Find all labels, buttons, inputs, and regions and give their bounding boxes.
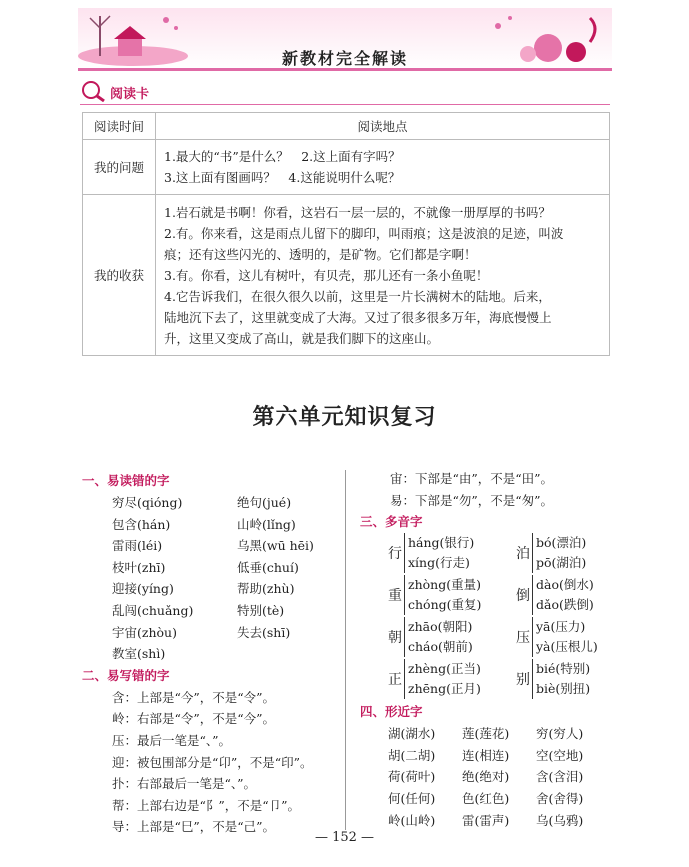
word: 包含(hán): [112, 516, 171, 532]
header-banner: [78, 8, 612, 72]
poly-reading: yà(压根儿): [536, 639, 598, 655]
word: 含(含泪): [536, 769, 584, 785]
word: 穷尽(qióng): [112, 495, 183, 510]
word: 帮助(zhù): [237, 581, 295, 597]
harvest-label: 我的收获: [83, 195, 156, 356]
polyphone: [388, 617, 506, 657]
poly-reading: bó(漂泊): [536, 535, 587, 551]
word: 何(任何): [388, 790, 436, 806]
harvest-line: 4.它告诉我们，在很久很久以前，这里是一片长满树木的陆地。后来，: [164, 288, 551, 304]
word: 宇宙(zhòu): [112, 624, 177, 640]
word: 绝(绝对): [462, 769, 510, 785]
list-item: [112, 578, 337, 600]
card-title: 阅读卡: [110, 87, 150, 102]
question-line: 3.这上面有图画吗？ 4.这能说明什么呢？: [164, 170, 401, 185]
word: 岭(山岭): [388, 812, 436, 828]
table-row: [83, 195, 610, 356]
list-item: 压：最后一笔是“、”。: [112, 732, 232, 748]
harvest-line: 升，这里又变成了高山，就是我们脚下的这座山。: [164, 330, 440, 346]
poly-reading: yā(压力): [536, 619, 586, 635]
table-row: [83, 140, 610, 195]
poly-reading: dǎo(跌倒): [536, 597, 594, 613]
word: 乌(乌鸦): [536, 812, 584, 828]
poly-reading: chóng(重复): [408, 597, 482, 613]
word: 色(红色): [462, 790, 510, 806]
list-item: 导：上部是“巳”，不是“己”。: [112, 819, 276, 835]
poly-char: 行: [388, 546, 402, 563]
column-divider: [345, 470, 346, 830]
word: 乌黑(wū hēi): [237, 538, 314, 554]
harvest-line: 3.有。你看，这儿有树叶，有贝壳，那儿还有一条小鱼呢！: [164, 267, 489, 283]
questions-label: 我的问题: [83, 140, 156, 195]
miswrite-list: [82, 687, 337, 838]
harvest-line: 2.有。你来看，这是雨点儿留下的脚印，叫雨痕；这是波浪的足迹，叫波: [164, 225, 564, 241]
list-item: 易：下部是“勿”，不是“匆”。: [390, 492, 554, 508]
poly-reading: pō(湖泊): [536, 555, 587, 571]
poly-char: 压: [516, 630, 530, 647]
word: 教室(shì): [112, 646, 166, 662]
misread-list: [82, 492, 337, 665]
list-item: [388, 810, 610, 832]
poly-reading: zhēng(正月): [408, 681, 481, 697]
list-item: 帮：上部右边是“阝”，不是“卩”。: [112, 797, 301, 813]
section-title: 一、易读错的字: [82, 473, 170, 488]
harvest-line: 痕；还有这些闪光的、透明的，是矿物。它们都是字啊！: [164, 246, 477, 262]
poly-reading: zhāo(朝阳): [408, 619, 473, 635]
word: 低垂(chuí): [237, 559, 299, 575]
word: 山岭(lǐng): [237, 516, 296, 532]
list-item: [112, 514, 337, 536]
questions-cell: [156, 140, 610, 195]
list-item: [388, 788, 610, 810]
poly-reading: xíng(行走): [408, 555, 470, 571]
unit-title: 第六单元知识复习: [252, 404, 437, 430]
poly-reading: bié(特别): [536, 661, 591, 677]
polyphone: [388, 533, 506, 573]
list-item: 含：上部是“今”，不是“令”。: [112, 689, 276, 705]
list-item: [388, 659, 610, 699]
section-title: 三、多音字: [360, 514, 423, 530]
word: 胡(二胡): [388, 747, 436, 763]
list-item: [112, 535, 337, 557]
poly-char: 重: [388, 588, 402, 605]
word: 莲(莲花): [462, 726, 510, 742]
poly-reading: háng(银行): [408, 535, 475, 551]
header-divider: [78, 68, 612, 71]
col-place-header: 阅读地点: [156, 113, 610, 140]
page-number: — 152 —: [314, 830, 375, 845]
left-column: [82, 470, 337, 838]
word: 穷(穷人): [536, 726, 584, 742]
list-item: 迎：被包围部分是“卬”，不是“印”。: [112, 754, 313, 770]
list-item: [388, 533, 610, 573]
poly-char: 泊: [516, 546, 530, 563]
list-item: [388, 745, 610, 767]
word: 湖(湖水): [388, 726, 436, 742]
poly-reading: cháo(朝前): [408, 639, 473, 655]
word: 乱闯(chuǎng): [112, 602, 194, 618]
word: 荷(荷叶): [388, 769, 436, 785]
list-item: [388, 575, 610, 615]
magnifier-icon: [80, 80, 106, 102]
polyphone: [516, 617, 598, 657]
polyphone: [516, 659, 590, 699]
polyphone: [388, 575, 506, 615]
poly-char: 倒: [516, 588, 530, 605]
word: 雷雨(léi): [112, 538, 163, 554]
list-item: [388, 617, 610, 657]
poly-reading: zhòng(重量): [408, 577, 481, 593]
section-title: 二、易写错的字: [82, 667, 170, 683]
list-item: [112, 643, 337, 665]
list-item: [112, 600, 337, 622]
word: 连(相连): [462, 747, 510, 763]
word: 舍(舍得): [536, 790, 584, 806]
right-column: [360, 468, 610, 831]
header-title: 新教材完全解读: [281, 49, 408, 68]
poly-reading: biè(别扭): [536, 681, 591, 697]
question-line: 1.最大的“书”是什么？ 2.这上面有字吗？: [164, 149, 401, 164]
polyphone: [388, 659, 506, 699]
word: 绝句(jué): [237, 495, 292, 510]
list-item: [112, 557, 337, 579]
harvest-cell: [156, 195, 610, 356]
list-item: 宙：下部是“由”，不是“田”。: [390, 471, 554, 486]
word: 枝叶(zhī): [112, 559, 166, 575]
poly-char: 朝: [388, 630, 402, 647]
miswrite-list-continued: [360, 468, 610, 511]
col-time-header: 阅读时间: [83, 113, 156, 140]
reading-table: [82, 112, 610, 356]
harvest-line: 陆地沉下去了，这里就变成了大海。又过了很多很多万年，海底慢慢上: [164, 309, 552, 325]
polyphone-list: [360, 533, 610, 699]
word: 雷(雷声): [462, 812, 510, 828]
list-item: [112, 622, 337, 644]
word: 失去(shī): [237, 624, 291, 640]
polyphone: [516, 533, 586, 573]
table-row: [83, 113, 610, 140]
harvest-line: 1.岩石就是书啊！你看，这岩石一层一层的，不就像一册厚厚的书吗？: [164, 204, 551, 220]
poly-reading: zhèng(正当): [408, 661, 481, 677]
list-item: [112, 492, 337, 514]
section-title: 四、形近字: [360, 704, 423, 720]
poly-char: 别: [516, 672, 530, 689]
list-item: [388, 766, 610, 788]
poly-reading: dào(倒水): [536, 577, 594, 593]
word: 迎接(yíng): [112, 581, 174, 597]
word: 空(空地): [536, 747, 584, 763]
similar-chars-list: [360, 723, 610, 831]
card-rule: [80, 104, 610, 105]
list-item: 扑：右部最后一笔是“、”。: [112, 776, 257, 792]
word: 特别(tè): [237, 602, 285, 618]
list-item: 岭：右部是“令”，不是“今”。: [112, 711, 276, 727]
poly-char: 正: [388, 672, 402, 689]
list-item: [388, 723, 610, 745]
polyphone: [516, 575, 594, 615]
